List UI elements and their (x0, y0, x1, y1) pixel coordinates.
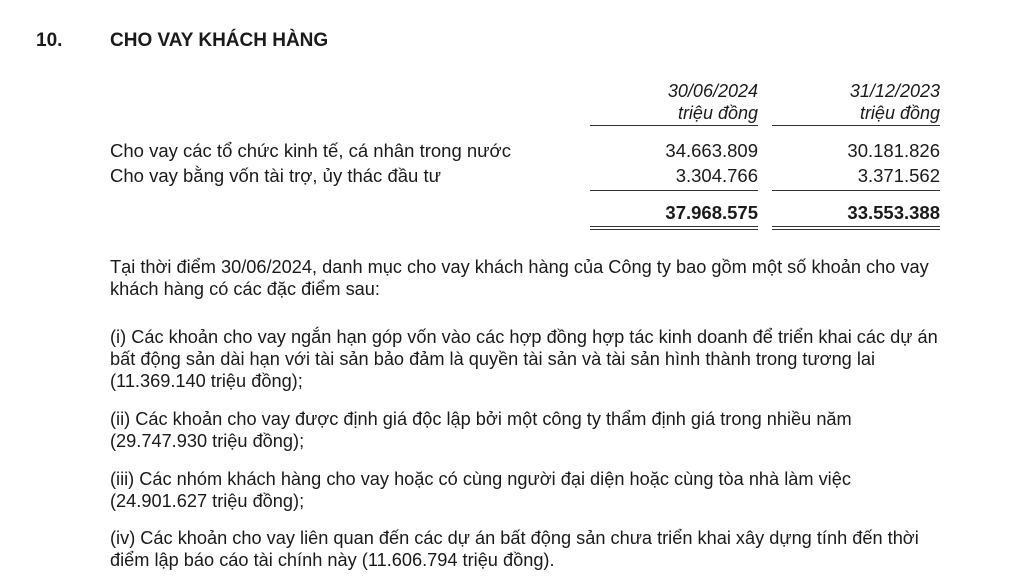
intro-paragraph: Tại thời điểm 30/06/2024, danh mục cho vay khách hàng của Công ty bao gồm một số khoản cho vay khách hàng có các đặc điểm sau: (110, 257, 929, 299)
section-title: CHO VAY KHÁCH HÀNG (110, 30, 329, 51)
list-item: (i) Các khoản cho vay ngắn hạn góp vốn vào các hợp đồng hợp tác kinh doanh để triển khai các dự án bất động sản dài hạn với tài sản bảo đảm là quyền tài sản và tài sản hình thành trong tương lai (11.369.140 triệu đồng); (110, 327, 938, 391)
total-value: 33.553.388 (847, 202, 940, 223)
column-unit: triệu đồng (677, 103, 758, 123)
header-underline (772, 125, 940, 126)
total-double-rule (590, 229, 758, 230)
column-date: 30/06/2024 (667, 81, 758, 101)
total-value: 37.968.575 (665, 202, 758, 223)
column-header-2024 (590, 80, 758, 124)
row-value: 3.371.562 (857, 165, 940, 186)
list-item: (iv) Các khoản cho vay liên quan đến các dự án bất động sản chưa triển khai xây dựng tính đến thời điểm lập báo cáo tài chính này (11.606.794 triệu đồng). (110, 528, 919, 570)
header-underline (590, 125, 758, 126)
total-double-rule (772, 229, 940, 230)
column-header-2023 (772, 80, 940, 124)
row-value: 34.663.809 (665, 140, 758, 161)
section-number: 10. (36, 30, 63, 51)
list-item: (ii) Các khoản cho vay được định giá độc lập bởi một công ty thẩm định giá trong nhiều năm (29.747.930 triệu đồng); (110, 409, 852, 451)
subtotal-rule (772, 190, 940, 191)
row-label: Cho vay bằng vốn tài trợ, ủy thác đầu tư (110, 165, 441, 186)
list-item: (iii) Các nhóm khách hàng cho vay hoặc có cùng người đại diện hoặc cùng tòa nhà làm việc (24.901.627 triệu đồng); (110, 469, 851, 511)
row-value: 3.304.766 (675, 165, 758, 186)
row-label: Cho vay các tổ chức kinh tế, cá nhân trong nước (110, 140, 511, 161)
total-double-rule (590, 226, 758, 227)
row-value: 30.181.826 (847, 140, 940, 161)
total-double-rule (772, 226, 940, 227)
column-unit: triệu đồng (859, 103, 940, 123)
subtotal-rule (590, 190, 758, 191)
column-date: 31/12/2023 (849, 81, 940, 101)
